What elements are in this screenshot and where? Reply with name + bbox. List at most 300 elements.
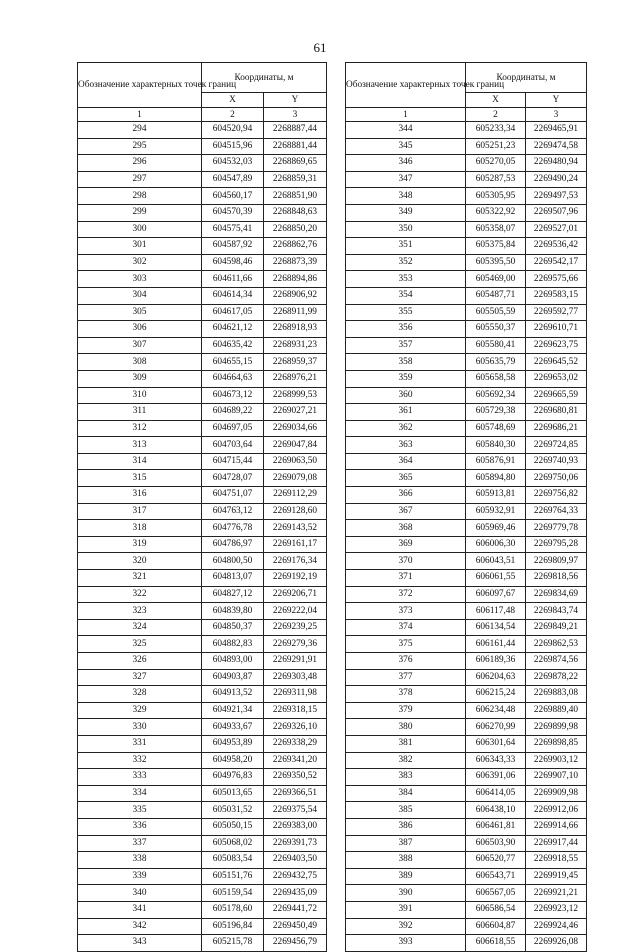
x-coordinate-cell: 605395,50 — [466, 254, 526, 271]
table-row — [346, 155, 587, 172]
table-row — [78, 769, 327, 786]
table-row — [78, 586, 327, 603]
x-coordinate-cell: 604617,05 — [202, 304, 264, 321]
table-row — [346, 553, 587, 570]
table-row — [346, 735, 587, 752]
table-row — [78, 669, 327, 686]
table-row — [346, 204, 587, 221]
y-coordinate-cell: 2269291,91 — [264, 653, 327, 670]
header-col-1: 1 — [346, 108, 466, 122]
y-coordinate-cell: 2269923,12 — [526, 901, 587, 918]
x-coordinate-cell: 605215,78 — [202, 935, 264, 952]
page-number: 61 — [313, 40, 327, 55]
x-coordinate-cell: 604893,00 — [202, 653, 264, 670]
y-coordinate-cell: 2269740,93 — [526, 453, 587, 470]
point-number-cell: 365 — [346, 470, 466, 487]
x-coordinate-cell: 604547,89 — [202, 171, 264, 188]
point-number-cell: 345 — [346, 138, 466, 155]
x-coordinate-cell: 604776,78 — [202, 520, 264, 537]
table-row — [78, 287, 327, 304]
point-number-cell: 357 — [346, 337, 466, 354]
y-coordinate-cell: 2269465,91 — [526, 122, 587, 139]
x-coordinate-cell: 606543,71 — [466, 868, 526, 885]
y-coordinate-cell: 2269047,84 — [264, 437, 327, 454]
x-coordinate-cell: 605322,92 — [466, 204, 526, 221]
table-row — [78, 735, 327, 752]
table-row — [78, 818, 327, 835]
coordinates-table-right — [345, 62, 587, 952]
point-number-cell: 350 — [346, 221, 466, 238]
point-number-cell: 370 — [346, 553, 466, 570]
point-number-cell: 352 — [346, 254, 466, 271]
x-coordinate-cell: 604903,87 — [202, 669, 264, 686]
y-coordinate-cell: 2268873,39 — [264, 254, 327, 271]
x-coordinate-cell: 604703,64 — [202, 437, 264, 454]
table-row — [346, 453, 587, 470]
x-coordinate-cell: 605159,54 — [202, 885, 264, 902]
y-coordinate-cell: 2269610,71 — [526, 321, 587, 338]
x-coordinate-cell: 605932,91 — [466, 503, 526, 520]
y-coordinate-cell: 2269507,96 — [526, 204, 587, 221]
x-coordinate-cell: 605894,80 — [466, 470, 526, 487]
table-row — [78, 404, 327, 421]
table-row — [78, 453, 327, 470]
point-number-cell: 300 — [78, 221, 202, 238]
table-row — [346, 619, 587, 636]
point-number-cell: 322 — [78, 586, 202, 603]
point-number-cell: 299 — [78, 204, 202, 221]
point-number-cell: 331 — [78, 735, 202, 752]
point-number-cell: 361 — [346, 404, 466, 421]
point-number-cell: 384 — [346, 785, 466, 802]
table-row — [346, 536, 587, 553]
x-coordinate-cell: 604520,94 — [202, 122, 264, 139]
y-coordinate-cell: 2269921,21 — [526, 885, 587, 902]
y-coordinate-cell: 2269592,77 — [526, 304, 587, 321]
y-coordinate-cell: 2269889,40 — [526, 702, 587, 719]
x-coordinate-cell: 604575,41 — [202, 221, 264, 238]
y-coordinate-cell: 2269161,17 — [264, 536, 327, 553]
y-coordinate-cell: 2269318,15 — [264, 702, 327, 719]
y-coordinate-cell: 2269665,59 — [526, 387, 587, 404]
x-coordinate-cell: 604976,83 — [202, 769, 264, 786]
table-row — [78, 304, 327, 321]
x-coordinate-cell: 605083,54 — [202, 852, 264, 869]
point-number-cell: 354 — [346, 287, 466, 304]
table-row — [78, 254, 327, 271]
x-coordinate-cell: 604515,96 — [202, 138, 264, 155]
table-row — [346, 868, 587, 885]
header-coordinates: Координаты, м — [466, 63, 587, 93]
table-row — [346, 719, 587, 736]
table-row — [346, 818, 587, 835]
point-number-cell: 334 — [78, 785, 202, 802]
x-coordinate-cell: 606520,77 — [466, 852, 526, 869]
table-row — [78, 337, 327, 354]
table-row — [346, 603, 587, 620]
x-coordinate-cell: 605287,53 — [466, 171, 526, 188]
table-row — [346, 470, 587, 487]
y-coordinate-cell: 2269750,06 — [526, 470, 587, 487]
x-coordinate-cell: 605196,84 — [202, 918, 264, 935]
x-coordinate-cell: 606117,48 — [466, 603, 526, 620]
y-coordinate-cell: 2269909,98 — [526, 785, 587, 802]
x-coordinate-cell: 604933,67 — [202, 719, 264, 736]
y-coordinate-cell: 2269583,15 — [526, 287, 587, 304]
x-coordinate-cell: 605050,15 — [202, 818, 264, 835]
point-number-cell: 360 — [346, 387, 466, 404]
y-coordinate-cell: 2269779,78 — [526, 520, 587, 537]
table-row — [346, 918, 587, 935]
x-coordinate-cell: 606270,99 — [466, 719, 526, 736]
table-row — [78, 503, 327, 520]
table-row — [346, 885, 587, 902]
table-row — [78, 155, 327, 172]
point-number-cell: 298 — [78, 188, 202, 205]
y-coordinate-cell: 2269311,98 — [264, 686, 327, 703]
point-number-cell: 364 — [346, 453, 466, 470]
table-row — [346, 835, 587, 852]
x-coordinate-cell: 605658,58 — [466, 370, 526, 387]
header-y: Y — [526, 93, 587, 108]
x-coordinate-cell: 604813,07 — [202, 570, 264, 587]
x-coordinate-cell: 604728,07 — [202, 470, 264, 487]
point-number-cell: 377 — [346, 669, 466, 686]
point-number-cell: 333 — [78, 769, 202, 786]
table-row — [346, 852, 587, 869]
table-row — [78, 835, 327, 852]
table-row — [346, 370, 587, 387]
y-coordinate-cell: 2268862,76 — [264, 238, 327, 255]
x-coordinate-cell: 606461,81 — [466, 818, 526, 835]
point-number-cell: 389 — [346, 868, 466, 885]
point-number-cell: 312 — [78, 420, 202, 437]
table-row — [346, 171, 587, 188]
y-coordinate-cell: 2269764,33 — [526, 503, 587, 520]
table-row — [346, 901, 587, 918]
point-number-cell: 346 — [346, 155, 466, 172]
y-coordinate-cell: 2269143,52 — [264, 520, 327, 537]
y-coordinate-cell: 2268911,99 — [264, 304, 327, 321]
y-coordinate-cell: 2269112,29 — [264, 487, 327, 504]
y-coordinate-cell: 2269206,71 — [264, 586, 327, 603]
table-row — [78, 487, 327, 504]
table-row — [78, 686, 327, 703]
x-coordinate-cell: 605876,91 — [466, 453, 526, 470]
y-coordinate-cell: 2269527,01 — [526, 221, 587, 238]
table-row — [78, 619, 327, 636]
x-coordinate-cell: 606586,54 — [466, 901, 526, 918]
x-coordinate-cell: 606189,36 — [466, 653, 526, 670]
point-number-cell: 295 — [78, 138, 202, 155]
table-row — [78, 221, 327, 238]
table-row — [346, 337, 587, 354]
header-coordinates: Координаты, м — [202, 63, 327, 93]
point-number-cell: 369 — [346, 536, 466, 553]
y-coordinate-cell: 2269279,36 — [264, 636, 327, 653]
table-row — [346, 669, 587, 686]
point-number-cell: 301 — [78, 238, 202, 255]
point-number-cell: 324 — [78, 619, 202, 636]
x-coordinate-cell: 604913,52 — [202, 686, 264, 703]
table-row — [78, 918, 327, 935]
header-designation: Обозначение характерных точек границ — [346, 63, 466, 108]
y-coordinate-cell: 2269490,24 — [526, 171, 587, 188]
point-number-cell: 327 — [78, 669, 202, 686]
point-number-cell: 388 — [346, 852, 466, 869]
y-coordinate-cell: 2268976,21 — [264, 370, 327, 387]
point-number-cell: 305 — [78, 304, 202, 321]
y-coordinate-cell: 2269480,94 — [526, 155, 587, 172]
y-coordinate-cell: 2269222,04 — [264, 603, 327, 620]
y-coordinate-cell: 2269391,73 — [264, 835, 327, 852]
x-coordinate-cell: 604560,17 — [202, 188, 264, 205]
point-number-cell: 376 — [346, 653, 466, 670]
point-number-cell: 311 — [78, 404, 202, 421]
x-coordinate-cell: 604800,50 — [202, 553, 264, 570]
header-y: Y — [264, 93, 327, 108]
point-number-cell: 353 — [346, 271, 466, 288]
y-coordinate-cell: 2269303,48 — [264, 669, 327, 686]
x-coordinate-cell: 605031,52 — [202, 802, 264, 819]
x-coordinate-cell: 605840,30 — [466, 437, 526, 454]
x-coordinate-cell: 606618,55 — [466, 935, 526, 952]
table-row — [78, 420, 327, 437]
x-coordinate-cell: 604664,63 — [202, 370, 264, 387]
table-row — [78, 570, 327, 587]
y-coordinate-cell: 2268850,20 — [264, 221, 327, 238]
y-coordinate-cell: 2269338,29 — [264, 735, 327, 752]
y-coordinate-cell: 2269653,02 — [526, 370, 587, 387]
point-number-cell: 347 — [346, 171, 466, 188]
y-coordinate-cell: 2268894,86 — [264, 271, 327, 288]
table-row — [78, 702, 327, 719]
point-number-cell: 336 — [78, 818, 202, 835]
table-row — [78, 868, 327, 885]
point-number-cell: 386 — [346, 818, 466, 835]
y-coordinate-cell: 2269450,49 — [264, 918, 327, 935]
y-coordinate-cell: 2269926,08 — [526, 935, 587, 952]
y-coordinate-cell: 2269680,81 — [526, 404, 587, 421]
header-x: X — [202, 93, 264, 108]
point-number-cell: 341 — [78, 901, 202, 918]
point-number-cell: 356 — [346, 321, 466, 338]
x-coordinate-cell: 605969,46 — [466, 520, 526, 537]
y-coordinate-cell: 2269878,22 — [526, 669, 587, 686]
point-number-cell: 323 — [78, 603, 202, 620]
table-row — [346, 321, 587, 338]
x-coordinate-cell: 606234,48 — [466, 702, 526, 719]
x-coordinate-cell: 604751,07 — [202, 487, 264, 504]
point-number-cell: 297 — [78, 171, 202, 188]
x-coordinate-cell: 604786,97 — [202, 536, 264, 553]
table-row — [78, 603, 327, 620]
table-row — [346, 769, 587, 786]
point-number-cell: 381 — [346, 735, 466, 752]
table-row — [346, 221, 587, 238]
table-row — [346, 304, 587, 321]
y-coordinate-cell: 2268869,65 — [264, 155, 327, 172]
table-row — [346, 935, 587, 952]
table-row — [78, 271, 327, 288]
y-coordinate-cell: 2269919,45 — [526, 868, 587, 885]
point-number-cell: 382 — [346, 752, 466, 769]
y-coordinate-cell: 2268848,63 — [264, 204, 327, 221]
table-row — [346, 122, 587, 139]
y-coordinate-cell: 2269456,79 — [264, 935, 327, 952]
table-row — [346, 254, 587, 271]
x-coordinate-cell: 606301,64 — [466, 735, 526, 752]
y-coordinate-cell: 2269063,50 — [264, 453, 327, 470]
y-coordinate-cell: 2269497,53 — [526, 188, 587, 205]
x-coordinate-cell: 606134,54 — [466, 619, 526, 636]
table-row — [78, 553, 327, 570]
point-number-cell: 294 — [78, 122, 202, 139]
y-coordinate-cell: 2269724,85 — [526, 437, 587, 454]
y-coordinate-cell: 2269474,58 — [526, 138, 587, 155]
y-coordinate-cell: 2269441,72 — [264, 901, 327, 918]
x-coordinate-cell: 604958,20 — [202, 752, 264, 769]
point-number-cell: 332 — [78, 752, 202, 769]
table-row — [346, 802, 587, 819]
table-row — [346, 686, 587, 703]
point-number-cell: 308 — [78, 354, 202, 371]
y-coordinate-cell: 2269341,20 — [264, 752, 327, 769]
y-coordinate-cell: 2269192,19 — [264, 570, 327, 587]
table-row — [78, 370, 327, 387]
point-number-cell: 359 — [346, 370, 466, 387]
table-row — [78, 636, 327, 653]
x-coordinate-cell: 606438,10 — [466, 802, 526, 819]
table-row — [346, 653, 587, 670]
table-row — [346, 520, 587, 537]
y-coordinate-cell: 2269899,98 — [526, 719, 587, 736]
x-coordinate-cell: 606097,67 — [466, 586, 526, 603]
x-coordinate-cell: 604532,03 — [202, 155, 264, 172]
point-number-cell: 374 — [346, 619, 466, 636]
y-coordinate-cell: 2269350,52 — [264, 769, 327, 786]
table-row — [346, 586, 587, 603]
point-number-cell: 362 — [346, 420, 466, 437]
y-coordinate-cell: 2269756,82 — [526, 487, 587, 504]
table-row — [346, 387, 587, 404]
y-coordinate-cell: 2269849,21 — [526, 619, 587, 636]
table-row — [78, 935, 327, 952]
x-coordinate-cell: 604882,83 — [202, 636, 264, 653]
table-row — [78, 752, 327, 769]
table-row — [78, 901, 327, 918]
table-row — [346, 287, 587, 304]
point-number-cell: 335 — [78, 802, 202, 819]
table-row — [346, 503, 587, 520]
point-number-cell: 338 — [78, 852, 202, 869]
y-coordinate-cell: 2269383,00 — [264, 818, 327, 835]
point-number-cell: 342 — [78, 918, 202, 935]
y-coordinate-cell: 2269843,74 — [526, 603, 587, 620]
table-row — [78, 204, 327, 221]
x-coordinate-cell: 604763,12 — [202, 503, 264, 520]
y-coordinate-cell: 2269623,75 — [526, 337, 587, 354]
x-coordinate-cell: 604598,46 — [202, 254, 264, 271]
x-coordinate-cell: 605913,81 — [466, 487, 526, 504]
x-coordinate-cell: 604611,66 — [202, 271, 264, 288]
x-coordinate-cell: 604655,15 — [202, 354, 264, 371]
x-coordinate-cell: 604715,44 — [202, 453, 264, 470]
table-row — [346, 437, 587, 454]
point-number-cell: 344 — [346, 122, 466, 139]
x-coordinate-cell: 606391,06 — [466, 769, 526, 786]
x-coordinate-cell: 606503,90 — [466, 835, 526, 852]
y-coordinate-cell: 2269128,60 — [264, 503, 327, 520]
point-number-cell: 306 — [78, 321, 202, 338]
x-coordinate-cell: 604827,12 — [202, 586, 264, 603]
table-row — [78, 122, 327, 139]
x-coordinate-cell: 604621,12 — [202, 321, 264, 338]
y-coordinate-cell: 2269862,53 — [526, 636, 587, 653]
table-row — [346, 271, 587, 288]
point-number-cell: 349 — [346, 204, 466, 221]
y-coordinate-cell: 2269435,09 — [264, 885, 327, 902]
header-designation: Обозначение характерных точек границ — [78, 63, 202, 108]
point-number-cell: 371 — [346, 570, 466, 587]
point-number-cell: 321 — [78, 570, 202, 587]
x-coordinate-cell: 604614,34 — [202, 287, 264, 304]
point-number-cell: 320 — [78, 553, 202, 570]
x-coordinate-cell: 605013,65 — [202, 785, 264, 802]
header-col-3: 3 — [526, 108, 587, 122]
point-number-cell: 339 — [78, 868, 202, 885]
x-coordinate-cell: 605178,60 — [202, 901, 264, 918]
point-number-cell: 366 — [346, 487, 466, 504]
point-number-cell: 307 — [78, 337, 202, 354]
table-row — [78, 852, 327, 869]
table-row — [78, 354, 327, 371]
table-row — [78, 719, 327, 736]
point-number-cell: 302 — [78, 254, 202, 271]
table-row — [346, 636, 587, 653]
y-coordinate-cell: 2269809,97 — [526, 553, 587, 570]
y-coordinate-cell: 2269917,44 — [526, 835, 587, 852]
y-coordinate-cell: 2268959,37 — [264, 354, 327, 371]
x-coordinate-cell: 606043,51 — [466, 553, 526, 570]
point-number-cell: 309 — [78, 370, 202, 387]
table-row — [346, 354, 587, 371]
y-coordinate-cell: 2269795,28 — [526, 536, 587, 553]
point-number-cell: 363 — [346, 437, 466, 454]
table-row — [78, 238, 327, 255]
y-coordinate-cell: 2269326,10 — [264, 719, 327, 736]
point-number-cell: 393 — [346, 935, 466, 952]
y-coordinate-cell: 2269918,55 — [526, 852, 587, 869]
point-number-cell: 303 — [78, 271, 202, 288]
y-coordinate-cell: 2269432,75 — [264, 868, 327, 885]
y-coordinate-cell: 2269874,56 — [526, 653, 587, 670]
x-coordinate-cell: 606204,63 — [466, 669, 526, 686]
header-col-1: 1 — [78, 108, 202, 122]
y-coordinate-cell: 2269834,69 — [526, 586, 587, 603]
x-coordinate-cell: 604921,34 — [202, 702, 264, 719]
x-coordinate-cell: 605748,69 — [466, 420, 526, 437]
table-row — [346, 487, 587, 504]
y-coordinate-cell: 2268906,92 — [264, 287, 327, 304]
point-number-cell: 348 — [346, 188, 466, 205]
table-row — [78, 653, 327, 670]
x-coordinate-cell: 606215,24 — [466, 686, 526, 703]
y-coordinate-cell: 2269027,21 — [264, 404, 327, 421]
point-number-cell: 355 — [346, 304, 466, 321]
point-number-cell: 310 — [78, 387, 202, 404]
y-coordinate-cell: 2269912,06 — [526, 802, 587, 819]
